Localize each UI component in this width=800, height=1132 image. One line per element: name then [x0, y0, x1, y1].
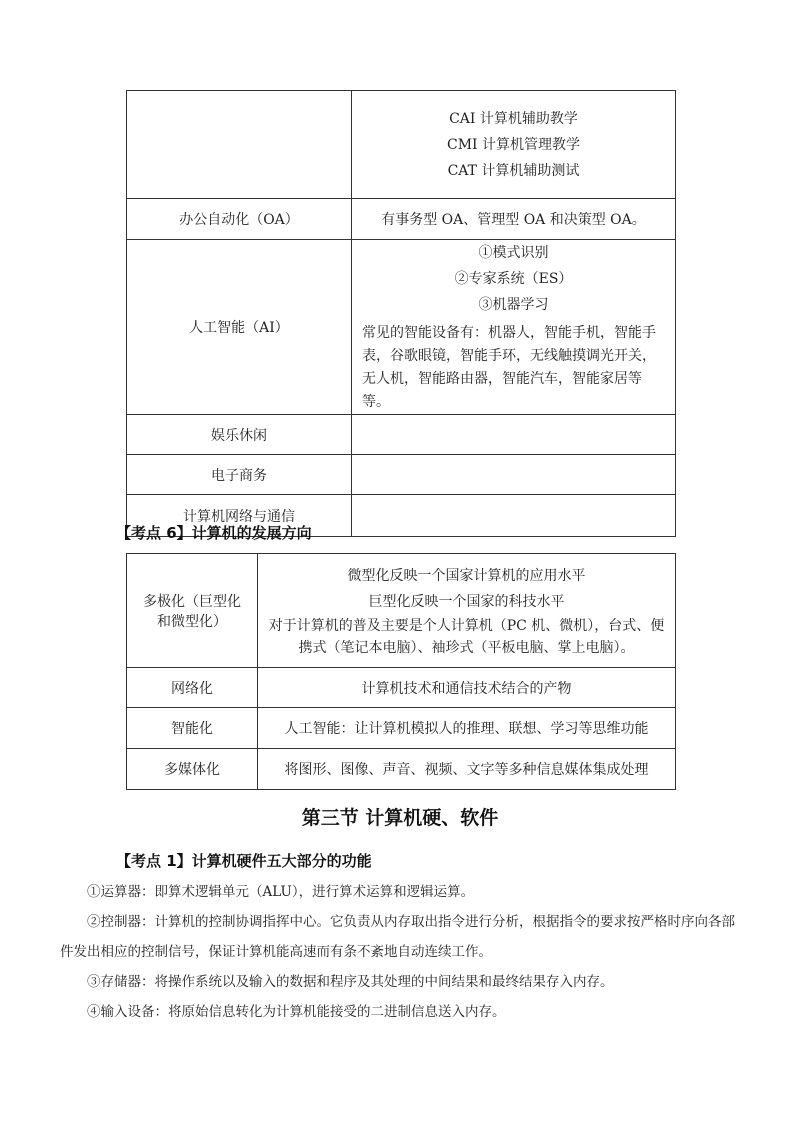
- content-line: CAT 计算机辅助测试: [447, 162, 580, 179]
- content-cell: [352, 240, 676, 415]
- paragraph: ①运算器：即算术逻辑单元（ALU），进行算术运算和逻辑运算。: [87, 884, 475, 900]
- content-line: ③机器学习: [478, 297, 549, 313]
- content-line: ①模式识别: [478, 245, 549, 261]
- table-row: [127, 749, 676, 790]
- field-cell: 网络化: [127, 668, 258, 708]
- content-cell: 计算机技术和通信技术结合的产物: [258, 668, 676, 708]
- table-row: [127, 455, 676, 495]
- content-line: CMI 计算机管理教学: [446, 136, 581, 153]
- field-cell: 人工智能（AI）: [127, 240, 352, 415]
- content-cell: [352, 455, 676, 495]
- section-heading: 【考点 6】计算机的发展方向: [116, 524, 312, 542]
- table-row: [127, 240, 676, 415]
- field-cell: 办公自动化（OA）: [127, 199, 352, 240]
- field-cell: 多极化（巨型化和微型化）: [127, 554, 258, 668]
- paragraph: ③存储器：将操作系统以及输入的数据和程序及其处理的中间结果和最终结果存入内存。: [87, 974, 614, 990]
- field-cell: [127, 91, 352, 199]
- content-cell: 人工智能：让计算机模拟人的推理、联想、学习等思维功能: [258, 708, 676, 749]
- content-line: 微型化反映一个国家计算机的应用水平: [347, 567, 586, 584]
- trends-table: [126, 553, 676, 790]
- content-line: CAI 计算机辅助教学: [449, 110, 578, 127]
- table-row: [127, 199, 676, 240]
- content-paragraph: 常见的智能设备有：机器人，智能手机，智能手表，谷歌眼镜，智能手环，无线触摸调光开关，无人机，智能路由器，智能汽车，智能家居等等。: [362, 325, 656, 410]
- body-text: [60, 877, 740, 1027]
- field-cell: 计算机网络与通信: [127, 495, 352, 537]
- content-line: ②专家系统（ES）: [454, 271, 573, 287]
- table-row: [127, 415, 676, 455]
- content-cell: [352, 415, 676, 455]
- table-row: [127, 554, 676, 668]
- content-cell: 将图形、图像、声音、视频、文字等多种信息媒体集成处理: [258, 749, 676, 790]
- field-cell: 智能化: [127, 708, 258, 749]
- field-cell: 电子商务: [127, 455, 352, 495]
- field-cell: 娱乐休闲: [127, 415, 352, 455]
- section-title: 第三节 计算机硬、软件: [301, 807, 499, 829]
- table-row: [127, 91, 676, 199]
- content-cell: [352, 495, 676, 537]
- table-row: [127, 708, 676, 749]
- content-cell: [352, 91, 676, 199]
- content-line: 巨型化反映一个国家的科技水平: [368, 593, 565, 610]
- paragraph: ②控制器：计算机的控制协调指挥中心。它负责从内存取出指令进行分析，根据指令的要求按严格时序向各部件发出相应的控制信号，保证计算机能高速而有条不紊地自动连续工作。: [60, 914, 735, 960]
- field-cell: 多媒体化: [127, 749, 258, 790]
- paragraph: ④输入设备：将原始信息转化为计算机能接受的二进制信息送入内存。: [87, 1004, 506, 1020]
- section-heading: 【考点 1】计算机硬件五大部分的功能: [116, 852, 372, 870]
- table-row: [127, 668, 676, 708]
- applications-table: [126, 90, 676, 537]
- content-cell: [258, 554, 676, 668]
- content-cell: 有事务型 OA、管理型 OA 和决策型 OA。: [352, 199, 676, 240]
- content-line: 对于计算机的普及主要是个人计算机（PC 机、微机），台式、便携式（笔记本电脑）、袖珍式（平板电脑、掌上电脑）。: [268, 617, 665, 656]
